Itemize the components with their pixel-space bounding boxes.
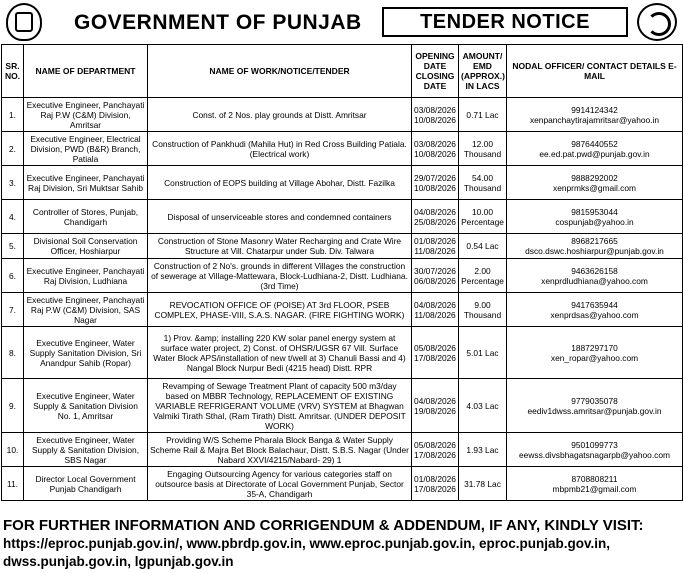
contact-phone: 9501099773	[571, 439, 618, 450]
row-work: Engaging Outsourcing Agency for various categories staff on outsource basis at Directorate of Local Government Punjab, Sector 35-A, Chandigarh	[148, 467, 412, 501]
footer-links-line: https://eproc.punjab.gov.in/, www.pbrdp.gov.in, www.eproc.punjab.gov.in, eproc.punjab.gov.in,	[3, 536, 610, 551]
row-contact	[507, 234, 683, 259]
contact-email: xen_ropar@yahoo.com	[550, 352, 639, 363]
contact-email: ee.ed.pat.pwd@punjab.gov.in	[539, 148, 650, 159]
header-amount: AMOUNT/ EMD (APPROX.) IN LACS	[459, 45, 507, 98]
tender-notice-title: TENDER NOTICE	[382, 7, 628, 37]
row-department: Executive Engineer, Water Supply & Sanitation Division No. 1, Amritsar	[24, 379, 148, 433]
contact-email: eewss.divsbhagatsnagarpb@yahoo.com	[519, 449, 670, 460]
contact-email: xenprmks@gmail.com	[553, 182, 636, 193]
contact-phone: 9888292002	[571, 172, 618, 183]
closing-date: 17/08/2026	[414, 352, 456, 363]
punjab-emblem-icon	[6, 3, 42, 41]
contact-phone: 9463626158	[571, 265, 618, 276]
closing-date: 10/08/2026	[414, 114, 456, 125]
row-amount: 2.00 Percentage	[459, 259, 507, 293]
opening-date: 29/07/2026	[414, 172, 456, 183]
government-title: GOVERNMENT OF PUNJAB	[74, 11, 362, 34]
row-dates	[412, 379, 459, 433]
opening-date: 30/07/2026	[414, 265, 456, 276]
row-department: Executive Engineer, Panchayati Raj P.W (C&M) Division, SAS Nagar	[24, 293, 148, 327]
row-dates	[412, 327, 459, 379]
contact-phone: 9815953044	[571, 206, 618, 217]
table-row	[2, 379, 683, 433]
contact-phone: 9876440552	[571, 138, 618, 149]
table-row	[2, 234, 683, 259]
opening-date: 03/08/2026	[414, 138, 456, 149]
table-row	[2, 200, 683, 234]
contact-phone: 9914124342	[571, 104, 618, 115]
row-work: 1) Prov. &amp; installing 220 KW solar panel energy system at surface water project, 2) Const. of OHSR/UGSR 67 Vill. Surface Water Block APS/installation of new t/well at 3) Chanuli Bassi and 4) Nangal Block Nurpur Bedi (4215 head) Distt. RPR	[148, 327, 412, 379]
row-dates	[412, 132, 459, 166]
contact-email: eediv1dwss.amritsar@punjab.gov.in	[527, 405, 662, 416]
row-amount: 54.00 Thousand	[459, 166, 507, 200]
row-amount: 4.03 Lac	[459, 379, 507, 433]
closing-date: 06/08/2026	[414, 275, 456, 286]
row-dates	[412, 234, 459, 259]
opening-date: 04/08/2026	[414, 206, 456, 217]
row-amount: 31.78 Lac	[459, 467, 507, 501]
header-work: NAME OF WORK/NOTICE/TENDER	[148, 45, 412, 98]
table-header-row	[2, 45, 683, 98]
row-work: Revamping of Sewage Treatment Plant of capacity 500 m3/day based on MBBR Technology, REPLACEMENT OF EXISTING VARIABLE REFRIGERANT VOLUME (VRV) SYSTEM at Bhagwan Valmiki Tirath Sthal, (Ram Tirath) Distt. Amritsar. (UNDER DEPOSIT WORK)	[148, 379, 412, 433]
row-dates	[412, 166, 459, 200]
row-contact	[507, 259, 683, 293]
opening-date: 01/08/2026	[414, 236, 456, 246]
row-sr-no: 7.	[2, 293, 24, 327]
row-contact	[507, 433, 683, 467]
opening-date: 05/08/2026	[414, 439, 456, 450]
closing-date: 10/08/2026	[414, 148, 456, 159]
footer-info-line: FOR FURTHER INFORMATION AND CORRIGENDUM & ADDENDUM, IF ANY, KINDLY VISIT:	[3, 517, 644, 534]
row-dates	[412, 467, 459, 501]
row-work: Construction of 2 No's. grounds in different Villages the construction of sewerage at Village-Mattewara, Block-Ludhiana-2, Distt. Ludhiana. (3rd Time)	[148, 259, 412, 293]
closing-date: 17/08/2026	[414, 449, 456, 460]
table-row	[2, 327, 683, 379]
row-sr-no: 6.	[2, 259, 24, 293]
closing-date: 10/08/2026	[414, 182, 456, 193]
table-row	[2, 166, 683, 200]
row-department: Director Local Government Punjab Chandigarh	[24, 467, 148, 501]
row-amount: 5.01 Lac	[459, 327, 507, 379]
row-department: Executive Engineer, Panchayati Raj Division, Ludhiana	[24, 259, 148, 293]
row-contact	[507, 379, 683, 433]
contact-email: xenprdsas@yahoo.com	[550, 309, 639, 320]
row-department: Executive Engineer, Water Supply Sanitation Division, Sri Anandpur Sahib (Ropar)	[24, 327, 148, 379]
header	[0, 0, 683, 44]
row-work: Disposal of unserviceable stores and condemned containers	[148, 200, 412, 234]
row-contact	[507, 327, 683, 379]
row-dates	[412, 433, 459, 467]
row-amount: 10.00 Percentage	[459, 200, 507, 234]
row-sr-no: 9.	[2, 379, 24, 433]
contact-phone: 8708808211	[571, 473, 618, 484]
row-work: Construction of Stone Masonry Water Recharging and Crate Wire Structure at Vill. Chatarpur under Sub. Div. Talwara	[148, 234, 412, 259]
closing-date: 25/08/2026	[414, 216, 456, 227]
row-contact	[507, 132, 683, 166]
row-work: REVOCATION OFFICE OF (POISE) AT 3rd FLOOR, PSEB COMPLEX, PHASE-VIII, S.A.S. NAGAR. (FIRE FIGHTING WORK)	[148, 293, 412, 327]
header-sr-no: SR. NO.	[2, 45, 24, 98]
header-dates: OPENING DATE CLOSING DATE	[412, 45, 459, 98]
pbrdp-logo-icon	[637, 3, 677, 41]
row-department: Executive Engineer, Electrical Division, PWD (B&R) Branch, Patiala	[24, 132, 148, 166]
opening-date: 04/08/2026	[414, 395, 456, 406]
row-dates	[412, 293, 459, 327]
row-contact	[507, 166, 683, 200]
contact-email: xenpanchaytirajamritsar@yahoo.in	[529, 114, 660, 125]
opening-date: 03/08/2026	[414, 104, 456, 115]
table-row	[2, 98, 683, 132]
contact-email: cospunjab@yahoo.in	[555, 216, 634, 227]
tender-table	[1, 44, 683, 501]
row-department: Divisional Soil Conservation Officer, Hoshiarpur	[24, 234, 148, 259]
contact-phone: 9417635944	[571, 299, 618, 310]
table-row	[2, 132, 683, 166]
contact-phone: 8968217665	[571, 236, 618, 246]
closing-date: 11/08/2026	[414, 309, 456, 320]
row-sr-no: 1.	[2, 98, 24, 132]
row-work: Const. of 2 Nos. play grounds at Distt. Amritsar	[148, 98, 412, 132]
row-sr-no: 4.	[2, 200, 24, 234]
row-amount: 12.00 Thousand	[459, 132, 507, 166]
contact-email: mbpmb21@gmail.com	[552, 483, 637, 494]
closing-date: 17/08/2026	[414, 483, 456, 494]
row-work: Construction of Pankhudi (Mahila Hut) in Red Cross Building Patiala. (Electrical work)	[148, 132, 412, 166]
table-body	[2, 98, 683, 501]
row-contact	[507, 293, 683, 327]
row-department: Executive Engineer, Water Supply & Sanitation Division, SBS Nagar	[24, 433, 148, 467]
table-row	[2, 293, 683, 327]
opening-date: 01/08/2026	[414, 473, 456, 484]
row-sr-no: 5.	[2, 234, 24, 259]
row-sr-no: 8.	[2, 327, 24, 379]
footer	[3, 517, 683, 570]
row-amount: 0.71 Lac	[459, 98, 507, 132]
row-sr-no: 2.	[2, 132, 24, 166]
row-contact	[507, 98, 683, 132]
closing-date: 11/08/2026	[414, 246, 456, 256]
opening-date: 04/08/2026	[414, 299, 456, 310]
row-sr-no: 11.	[2, 467, 24, 501]
contact-phone: 9779035078	[571, 395, 618, 406]
row-department: Controller of Stores, Punjab, Chandigarh	[24, 200, 148, 234]
row-sr-no: 3.	[2, 166, 24, 200]
row-department: Executive Engineer, Panchayati Raj Division, Sri Muktsar Sahib	[24, 166, 148, 200]
row-dates	[412, 98, 459, 132]
footer-links-line-2: dwss.punjab.gov.in, lgpunjab.gov.in	[3, 554, 234, 569]
table-row	[2, 259, 683, 293]
contact-phone: 1887297170	[571, 342, 618, 353]
row-contact	[507, 467, 683, 501]
header-department: NAME OF DEPARTMENT	[24, 45, 148, 98]
row-sr-no: 10.	[2, 433, 24, 467]
row-work: Construction of EOPS building at Village Abohar, Distt. Fazilka	[148, 166, 412, 200]
row-amount: 1.93 Lac	[459, 433, 507, 467]
contact-email: dsco.dswc.hoshiarpur@punjab.gov.in	[525, 246, 664, 256]
closing-date: 19/08/2026	[414, 405, 456, 416]
row-work: Providing W/S Scheme Pharala Block Banga & Water Supply Scheme Rail & Majra Bet Block Balachaur, Distt. S.B.S. Nagar (Under Nabard XXVI/4215/Nabard- 29) 1	[148, 433, 412, 467]
row-department: Executive Engineer, Panchayati Raj P.W (C&M) Division, Amritsar	[24, 98, 148, 132]
row-contact	[507, 200, 683, 234]
row-amount: 9.00 Thousand	[459, 293, 507, 327]
row-amount: 0.54 Lac	[459, 234, 507, 259]
table-row	[2, 467, 683, 501]
table-row	[2, 433, 683, 467]
opening-date: 05/08/2026	[414, 342, 456, 353]
row-dates	[412, 259, 459, 293]
row-dates	[412, 200, 459, 234]
header-contact: NODAL OFFICER/ CONTACT DETAILS E-MAIL	[507, 45, 683, 98]
contact-email: xenprdludhiana@yahoo.com	[541, 275, 648, 286]
